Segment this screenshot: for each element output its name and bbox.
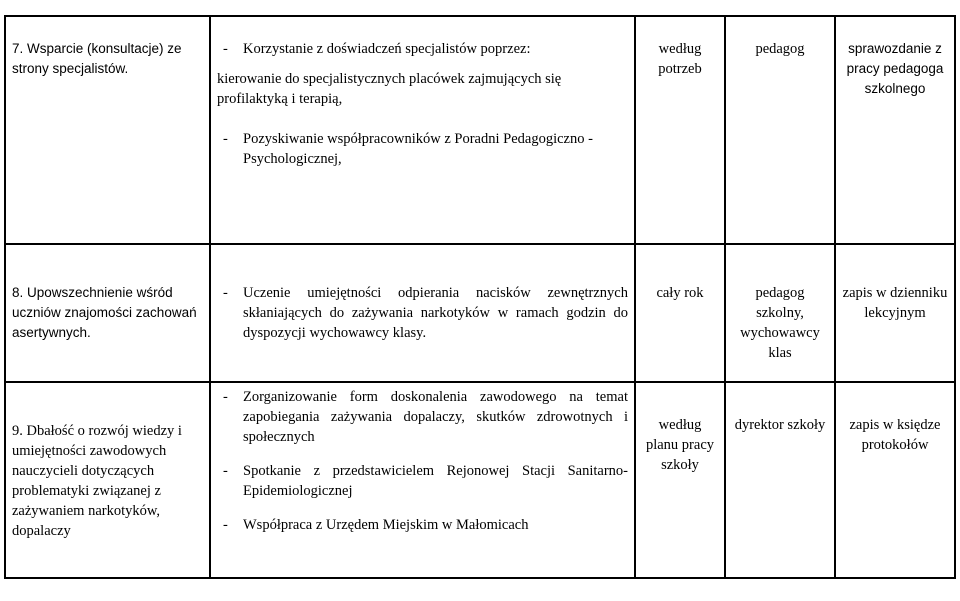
- task-list: [217, 387, 628, 535]
- task-text: Korzystanie z doświadczeń specjalistów poprzez:: [243, 41, 531, 57]
- area-cell: [5, 244, 210, 382]
- area-text: 9. Dbałość o rozwój wiedzy i umiejętności zawodowych nauczycieli dotyczących problematyki związanej z zażywaniem narkotyków, dopalaczy: [12, 423, 182, 539]
- task-list: [217, 283, 628, 343]
- term-cell: [635, 16, 725, 244]
- responsible-text: pedagog: [755, 41, 805, 57]
- tasks-cell: [210, 16, 635, 244]
- evaluation-cell: [835, 382, 955, 578]
- responsible-cell: [725, 382, 835, 578]
- evaluation-cell: [835, 16, 955, 244]
- term-text: według potrzeb: [658, 41, 702, 77]
- task-text: Pozyskiwanie współpracowników z Poradni Pedagogiczno - Psychologicznej,: [243, 131, 593, 167]
- term-cell: [635, 244, 725, 382]
- area-text: 7. Wsparcie (konsultacje) ze strony specjalistów.: [12, 41, 182, 76]
- responsible-cell: [725, 16, 835, 244]
- area-text: 8. Upowszechnienie wśród uczniów znajomości zachowań asertywnych.: [12, 285, 197, 340]
- task-text: Spotkanie z przedstawicielem Rejonowej Stacji Sanitarno-Epidemiologicznej: [243, 463, 628, 499]
- task-text: Uczenie umiejętności odpierania nacisków zewnętrznych skłaniających do zażywania narkotyków w ramach godzin do dyspozycji wychowawcy klasy.: [243, 285, 628, 341]
- tasks-cell: [210, 244, 635, 382]
- table-row: [5, 16, 955, 244]
- task-text: Zorganizowanie form doskonalenia zawodowego na temat zapobiegania zażywania dopalaczy, skutków zdrowotnych i społecznych: [243, 389, 628, 445]
- task-text: Współpraca z Urzędem Miejskim w Małomicach: [243, 517, 529, 533]
- task-item: [217, 39, 628, 109]
- responsible-cell: [725, 244, 835, 382]
- plan-table: [4, 15, 956, 579]
- task-item: [217, 515, 628, 535]
- tasks-cell: [210, 382, 635, 578]
- evaluation-text: zapis w dzienniku lekcyjnym: [842, 285, 948, 321]
- term-text: według planu pracy szkoły: [645, 417, 715, 473]
- evaluation-cell: [835, 244, 955, 382]
- evaluation-text: zapis w księdze protokołów: [849, 417, 941, 453]
- term-text: cały rok: [656, 285, 704, 301]
- task-item: [217, 461, 628, 501]
- task-item: [217, 387, 628, 447]
- table-row: [5, 244, 955, 382]
- area-cell: [5, 16, 210, 244]
- term-cell: [635, 382, 725, 578]
- task-list: [217, 39, 628, 169]
- responsible-text: pedagog szkolny, wychowawcy klas: [740, 285, 820, 361]
- evaluation-text: sprawozdanie z pracy pedagoga szkolnego: [846, 41, 944, 96]
- task-item: [217, 283, 628, 343]
- area-cell: [5, 382, 210, 578]
- task-item: [217, 129, 628, 169]
- table-row: [5, 382, 955, 578]
- responsible-text: dyrektor szkoły: [734, 417, 826, 433]
- task-subtext: kierowanie do specjalistycznych placówek zajmujących się profilaktyką i terapią,: [217, 71, 562, 107]
